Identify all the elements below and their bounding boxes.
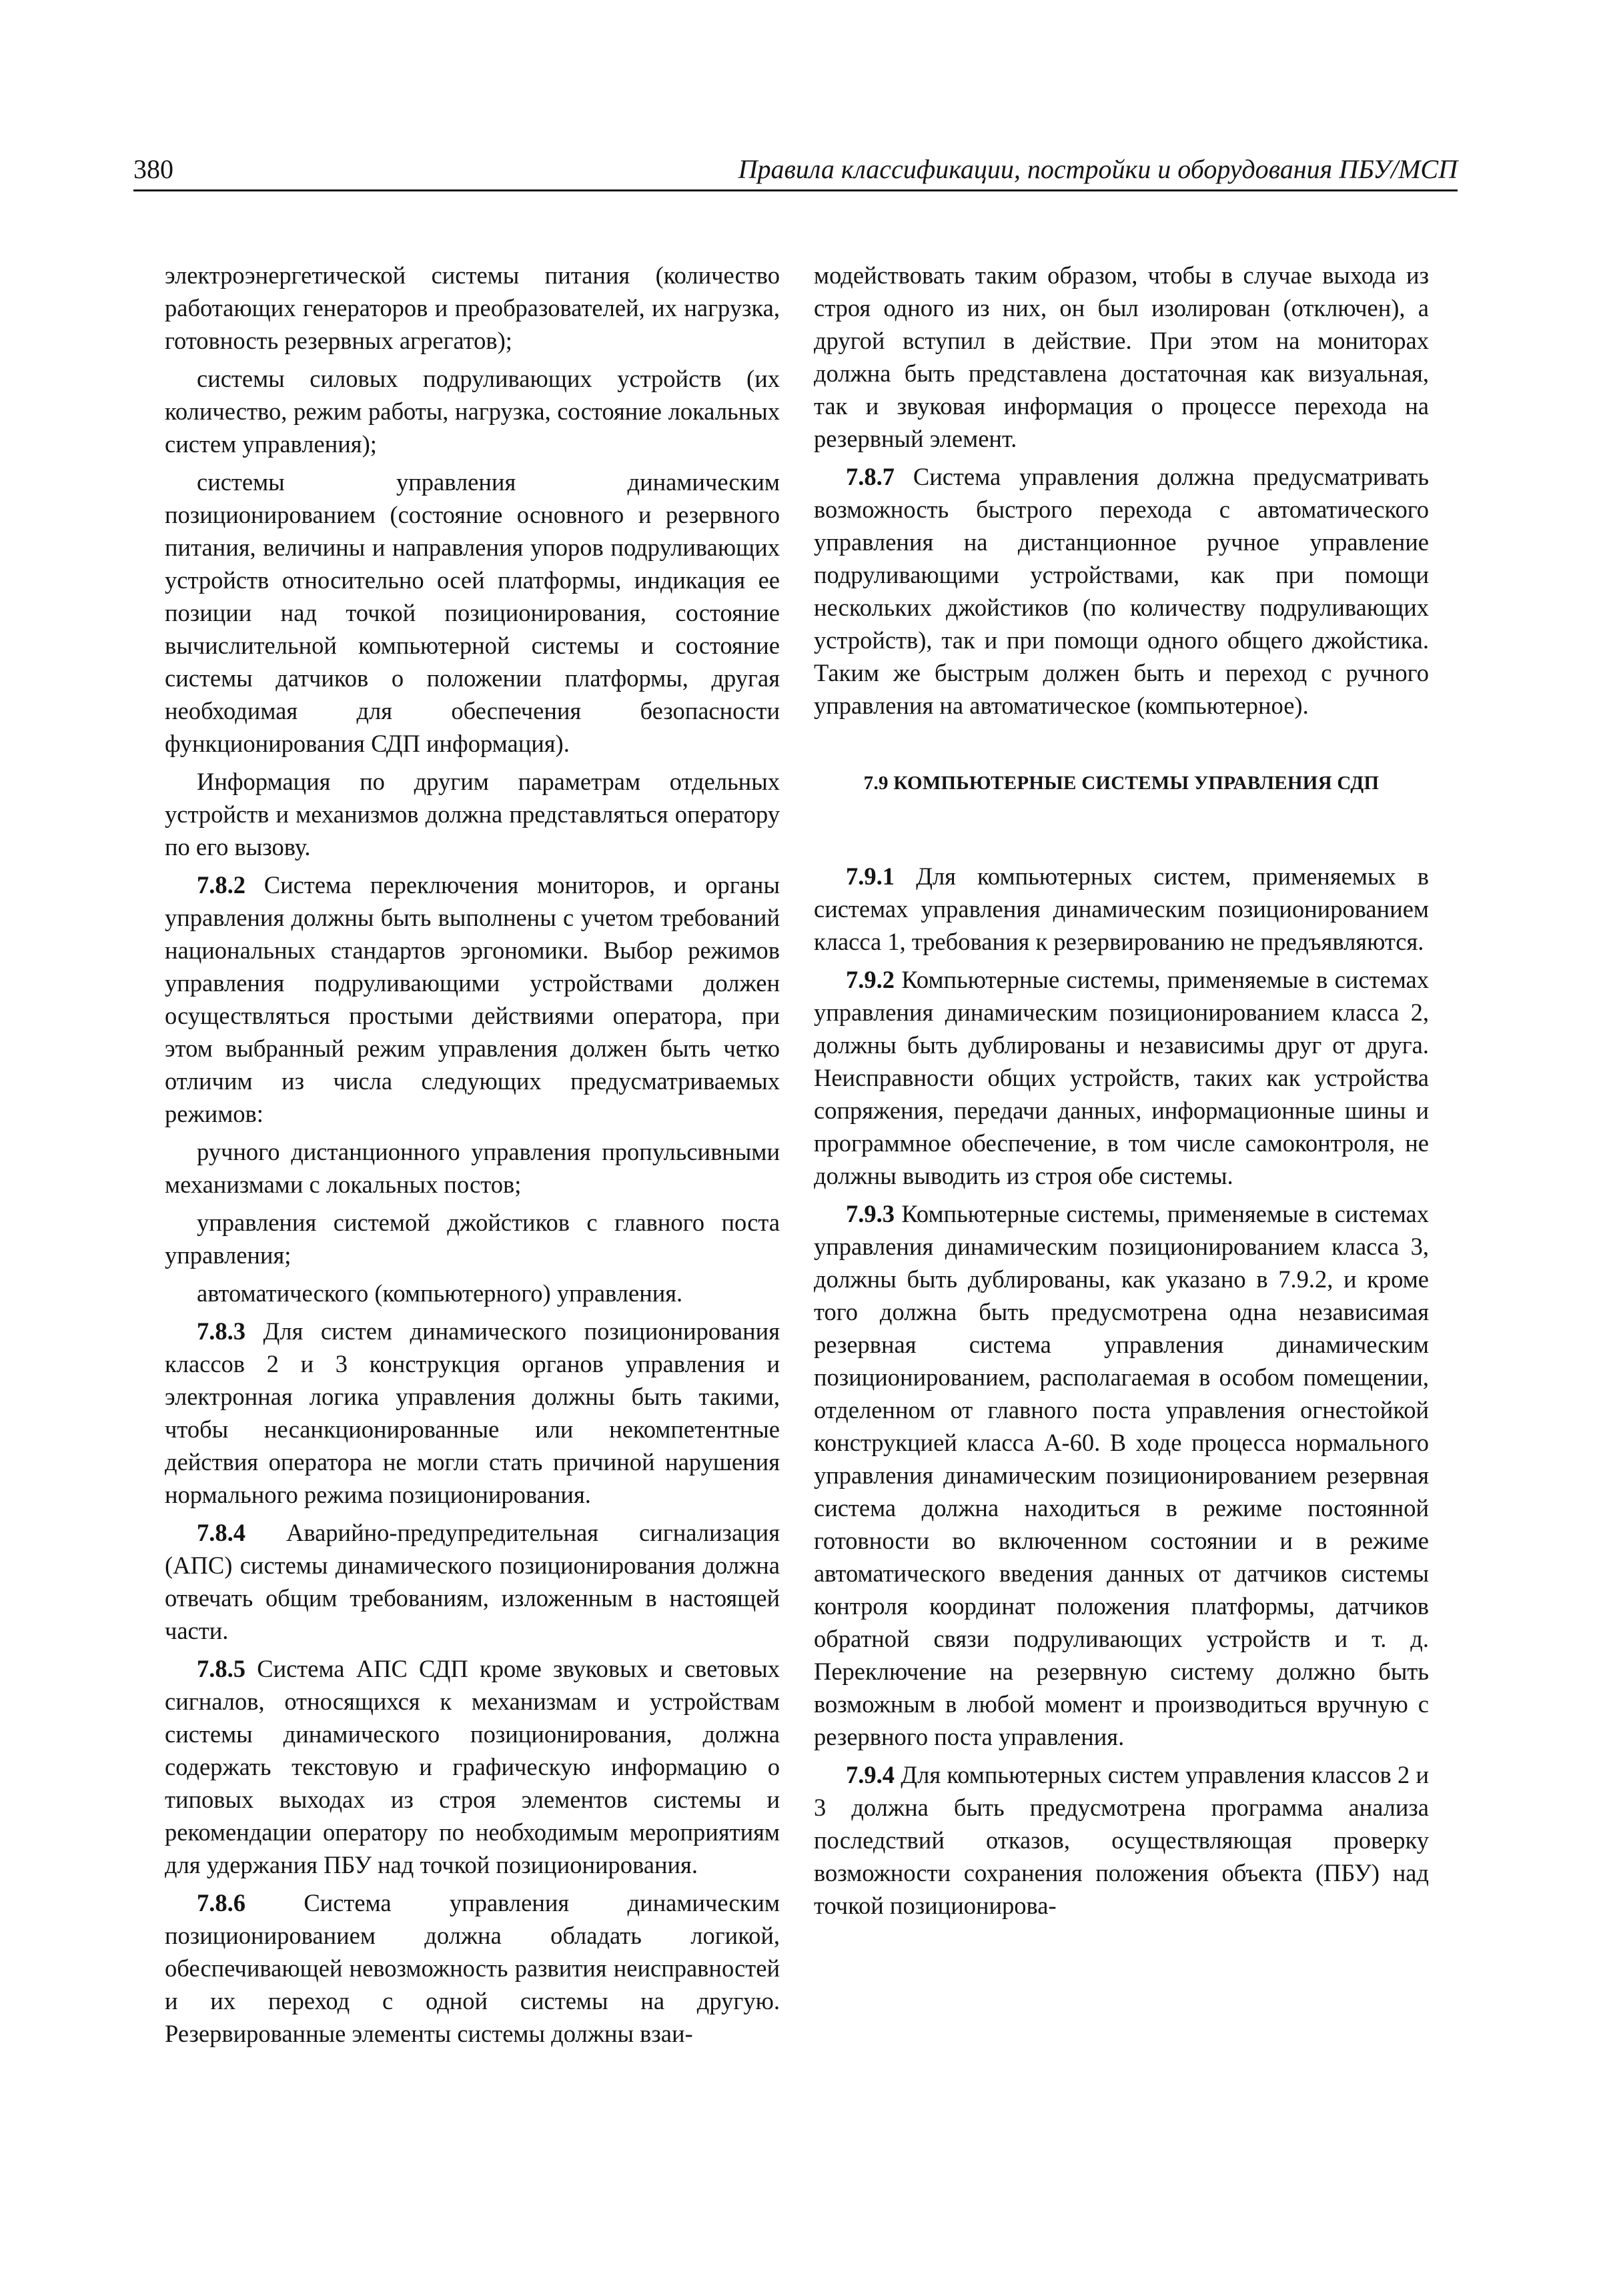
list-item: управления системой джойстиков с главного поста управления; bbox=[165, 1209, 780, 1269]
clause-number: 7.8.3 bbox=[197, 1317, 245, 1345]
clause-text: Система управления динамическим позиционированием должна обладать логикой, обеспечивающей невозможность развития неисправностей и их переход с одной системы на другую. Резервированные элементы системы должны взаи- bbox=[165, 1889, 780, 2047]
clause-text: Компьютерные системы, применяемые в системах управления динамическим позиционированием класса 2, должны быть дублированы и независимы друг от друга. Неисправности общих устройств, таких как устройства сопряжения, передачи данных, информационные шины и программное обеспечение, в том числе самоконтроля, не должны выводить из строя обе системы. bbox=[814, 966, 1429, 1189]
running-title: Правила классификации, постройки и оборудования ПБУ/МСП bbox=[738, 154, 1458, 184]
clause-7-8-3 bbox=[165, 1315, 780, 1511]
clause-number: 7.9.2 bbox=[846, 966, 895, 993]
clause-number: 7.9.3 bbox=[846, 1200, 895, 1227]
clause-number: 7.8.4 bbox=[197, 1519, 245, 1546]
clause-7-8-6 bbox=[165, 1886, 780, 2050]
clause-7-8-4 bbox=[165, 1516, 780, 1647]
list-item: ручного дистанционного управления пропульсивными механизмами с локальных постов; bbox=[165, 1138, 780, 1198]
clause-text: Для систем динамического позиционирования классов 2 и 3 конструкция органов управления и электронная логика управления должны быть такими, чтобы несанкционированные или некомпетентные действия оператора не могли стать причиной нарушения нормального режима позиционирования. bbox=[165, 1317, 780, 1508]
clause-number: 7.9.1 bbox=[846, 863, 895, 890]
clause-text: Система АПС СДП кроме звуковых и световых сигналов, относящихся к механизмам и устройствам системы динамического позиционирования, должна содержать текстовую и графическую информацию о типовых выходах из строя элементов системы и рекомендации оператору по необходимым мероприятиям для удержания ПБУ над точкой позиционирования. bbox=[165, 1655, 780, 1878]
clause-text: Для компьютерных систем управления классов 2 и 3 должна быть предусмотрена программа анализа последствий отказов, осуществляющая проверку возможности сохранения положения объекта (ПБУ) над точкой позиционирова- bbox=[814, 1761, 1429, 1919]
paragraph: системы силовых подруливающих устройств (их количество, режим работы, нагрузка, состояние локальных систем управления); bbox=[165, 365, 780, 458]
paragraph: Информация по другим параметрам отдельных устройств и механизмов должна представляться оператору по его вызову. bbox=[165, 768, 780, 860]
page-header bbox=[133, 152, 1458, 191]
clause-text: Аварийно-предупредительная сигнализация (АПС) системы динамического позиционирования должна отвечать общим требованиям, изложенным в настоящей части. bbox=[165, 1519, 780, 1644]
clause-7-9-4 bbox=[814, 1758, 1429, 1922]
right-column bbox=[814, 259, 1429, 1927]
left-column bbox=[165, 259, 780, 2055]
clause-text: Система переключения мониторов, и органы управления должны быть выполнены с учетом требований национальных стандартов эргономики. Выбор режимов управления подруливающими устройствами должен осуществляться простыми действиями оператора, при этом выбранный режим управления должен быть четко отличим из числа следующих предусматриваемых режимов: bbox=[165, 871, 780, 1127]
clause-7-9-3 bbox=[814, 1197, 1429, 1753]
page-number: 380 bbox=[133, 154, 173, 184]
clause-number: 7.8.7 bbox=[846, 463, 895, 490]
clause-number: 7.8.6 bbox=[197, 1889, 245, 1916]
clause-7-8-7 bbox=[814, 460, 1429, 722]
paragraph: системы управления динамическим позиционированием (состояние основного и резервного питания, величины и направления упоров подруливающих устройств относительно осей платформы, индикация ее позиции над точкой позиционирования, состояние вычислительной компьютерной системы и состояние системы датчиков о положении платформы, другая необходимая для обеспечения безопасности функционирования СДП информация). bbox=[165, 468, 780, 757]
paragraph: электроэнергетической системы питания (количество работающих генераторов и преобразователей, их нагрузка, готовность резервных агрегатов); bbox=[165, 261, 780, 354]
clause-number: 7.9.4 bbox=[846, 1761, 895, 1788]
clause-7-9-1 bbox=[814, 860, 1429, 958]
clause-number: 7.8.5 bbox=[197, 1655, 245, 1682]
list-item: автоматического (компьютерного) управления. bbox=[197, 1279, 683, 1307]
clause-number: 7.8.2 bbox=[197, 871, 245, 899]
clause-7-8-5 bbox=[165, 1652, 780, 1881]
paragraph: модействовать таким образом, чтобы в случае выхода из строя одного из них, он был изолирован (отключен), а другой вступил в действие. При этом на мониторах должна быть представлена достаточная как визуальная, так и звуковая информация о процессе перехода на резервный элемент. bbox=[814, 261, 1429, 452]
header-rule bbox=[133, 189, 1458, 191]
section-heading: 7.9 КОМПЬЮТЕРНЫЕ СИСТЕМЫ УПРАВЛЕНИЯ СДП bbox=[863, 772, 1380, 794]
clause-text: Система управления должна предусматривать возможность быстрого перехода с автоматического управления на дистанционное ручное управление подруливающими устройствами, как при помощи нескольких джойстиков (по количеству подруливающих устройств), так и при помощи одного общего джойстика. Таким же быстрым должен быть и переход с ручного управления на автоматическое (компьютерное). bbox=[814, 463, 1429, 719]
clause-7-9-2 bbox=[814, 963, 1429, 1192]
clause-text: Для компьютерных систем, применяемых в системах управления динамическим позиционированием класса 1, требования к резервированию не предъявляются. bbox=[814, 863, 1429, 955]
clause-7-8-2 bbox=[165, 869, 780, 1130]
clause-text: Компьютерные системы, применяемые в системах управления динамическим позиционированием класса 3, должны быть дублированы, как указано в 7.9.2, и кроме того должна быть предусмотрена одна независимая резервная система управления динамическим позиционированием, располагаемая в особом помещении, отделенном от главного поста управления огнестойкой конструкцией класса А-60. В ходе процесса нормального управления динамическим позиционированием резервная система должна находиться в режиме постоянной готовности во включенном состоянии и в режиме автоматического введения данных от датчиков системы контроля координат положения платформы, датчиков обратной связи подруливающих устройств и т. д. Переключение на резервную систему должно быть возможным в любой момент и производиться вручную с резервного поста управления. bbox=[814, 1200, 1429, 1750]
